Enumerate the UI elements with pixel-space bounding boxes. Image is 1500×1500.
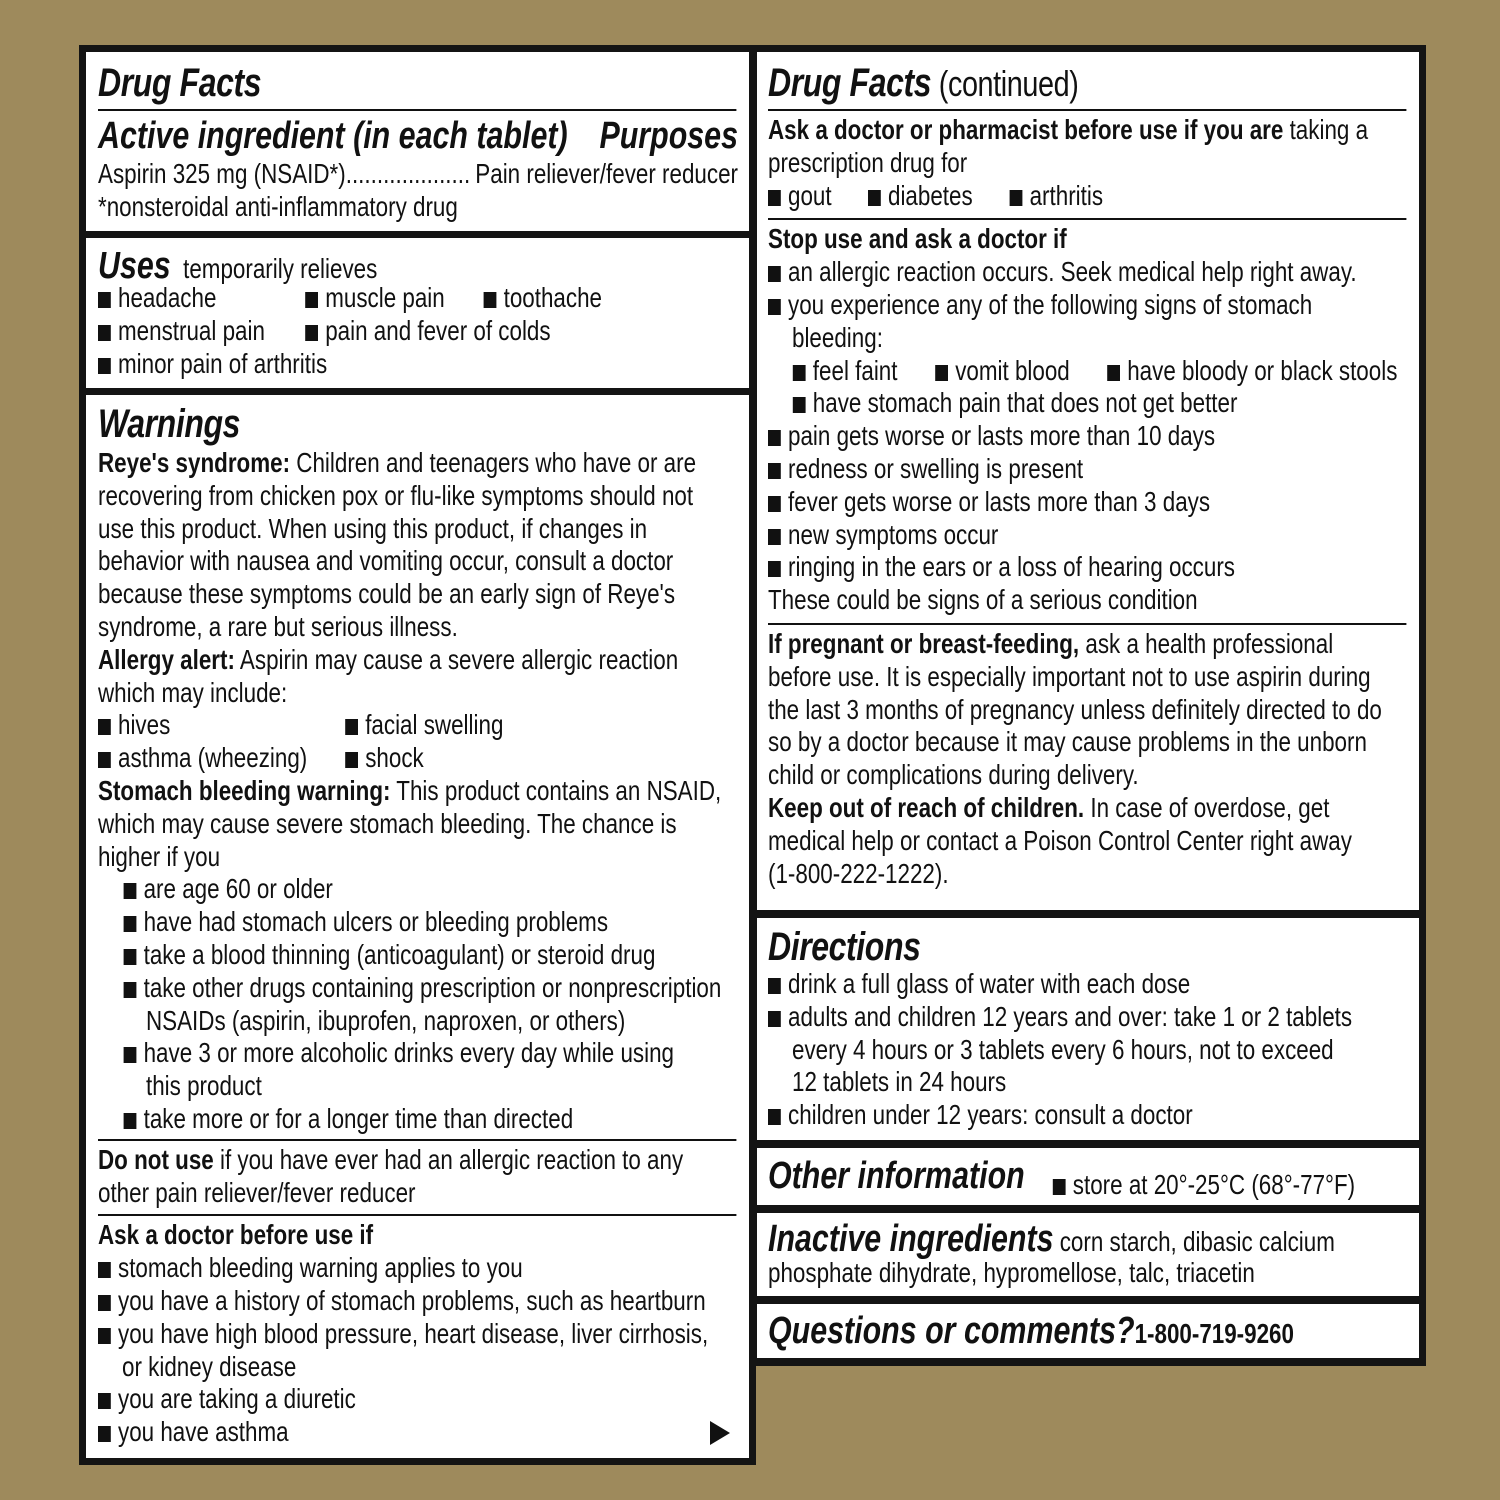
other-info-heading: Other information (768, 1155, 1025, 1197)
bleeding-row (768, 355, 1408, 388)
direction-item: adults and children 12 years and over: take 1 or 2 tablets (768, 1001, 1408, 1034)
stop-item: an allergic reaction occurs. Seek medical help right away. (768, 256, 1408, 289)
stomach-item-cont: this product (146, 1070, 262, 1102)
stomach-item: take more or for a longer time than directed (98, 1103, 738, 1136)
stomach-item: have 3 or more alcoholic drinks every day while using (98, 1037, 738, 1070)
stop-footer: These could be signs of a serious condition (768, 584, 1198, 616)
uses-intro: temporarily relieves (183, 253, 378, 284)
uses-row (98, 315, 738, 348)
other-info-item: store at 20°-25°C (68°-77°F) (1053, 1160, 1355, 1205)
pregnancy-line: before use. It is especially important not to use aspirin during (768, 660, 1371, 692)
drug-facts-title: Drug Facts (98, 61, 262, 105)
use-item: headache (98, 282, 216, 315)
uses-section (86, 238, 749, 388)
stop-item: you experience any of the following signs of stomach (768, 289, 1408, 322)
reye-line: Reye's syndrome: Children and teenagers who have or are (98, 447, 697, 478)
purposes-heading: Purposes (599, 115, 738, 157)
pharm-item: diabetes (868, 180, 973, 213)
direction-item: drink a full glass of water with each dose (768, 968, 1408, 1001)
stomach-item: have had stomach ulcers or bleeding problems (98, 906, 738, 939)
stomach-line: which may cause severe stomach bleeding. The chance is (98, 807, 677, 839)
allergy-line: which may include: (98, 676, 288, 708)
use-item: muscle pain (305, 282, 445, 315)
ask-item: stomach bleeding warning applies to you (98, 1252, 738, 1285)
questions-heading: Questions or comments? (768, 1310, 1135, 1352)
stomach-item: take a blood thinning (anticoagulant) or steroid drug (98, 939, 738, 972)
pregnancy-line: the last 3 months of pregnancy unless definitely directed to do (768, 693, 1382, 725)
direction-item-cont: 12 tablets in 24 hours (792, 1066, 1007, 1098)
ingredient: Aspirin 325 mg (NSAID*).................... (98, 158, 471, 189)
stomach-item: take other drugs containing prescription or nonprescription (98, 972, 738, 1005)
keep-out-line: Keep out of reach of children. In case of overdose, get (768, 791, 1330, 823)
warnings-section (86, 395, 749, 1458)
stop-item-cont: bleeding: (792, 321, 883, 353)
stomach-line: Stomach bleeding warning: This product contains an NSAID, (98, 774, 722, 806)
stop-item: ringing in the ears or a loss of hearing occurs (768, 551, 1408, 584)
ask-item: you have high blood pressure, heart disease, liver cirrhosis, (98, 1318, 738, 1351)
allergy-item: hives (98, 709, 170, 742)
continued-warnings-section (757, 52, 1419, 910)
allergy-item: asthma (wheezing) (98, 742, 307, 775)
stomach-item: are age 60 or older (98, 873, 738, 906)
keep-out-line: medical help or contact a Poison Control Center right away (768, 824, 1352, 856)
stomach-line: higher if you (98, 840, 221, 872)
pregnancy-line: child or complications during delivery. (768, 759, 1139, 791)
inactive-heading: Inactive ingredients (768, 1218, 1054, 1260)
active-ingredient-section (86, 52, 749, 231)
use-item: menstrual pain (98, 315, 265, 348)
reye-line: because these symptoms could be an early sign of Reye's (98, 578, 676, 610)
use-item: toothache (484, 282, 602, 315)
reye-line: behavior with nausea and vomiting occur, consult a doctor (98, 545, 674, 577)
directions-heading: Directions (768, 925, 921, 969)
uses-heading: Uses (98, 245, 171, 287)
pharm-item: arthritis (1010, 180, 1103, 213)
drug-facts-continued-title: Drug Facts (continued) (768, 61, 1079, 105)
warnings-heading: Warnings (98, 402, 241, 446)
other-information-section (757, 1148, 1419, 1205)
questions-row (768, 1309, 1408, 1353)
questions-section (757, 1304, 1419, 1358)
stop-use-heading: Stop use and ask a doctor if (768, 223, 1067, 255)
inactive-row: Inactive ingredients corn starch, dibasic calcium (768, 1218, 1335, 1260)
pharmacist-row (768, 180, 1408, 213)
keep-out-line: (1-800-222-1222). (768, 857, 949, 889)
use-item: pain and fever of colds (305, 315, 550, 348)
pregnancy-line: so by a doctor because it may cause problems in the unborn (768, 726, 1367, 758)
ask-item: you have a history of stomach problems, such as heartburn (98, 1285, 738, 1318)
pharmacist-line: prescription drug for (768, 146, 968, 178)
stop-item: fever gets worse or lasts more than 3 days (768, 486, 1408, 519)
allergy-item: shock (345, 742, 424, 775)
continue-arrow-icon (710, 1421, 730, 1445)
allergy-row (98, 742, 738, 775)
pharm-item: gout (768, 180, 832, 213)
divider (98, 109, 736, 111)
ask-item-cont: or kidney disease (122, 1350, 297, 1382)
allergy-row (98, 709, 738, 742)
pharmacist-line: Ask a doctor or pharmacist before use if you are taking a (768, 114, 1369, 145)
pregnancy-line: If pregnant or breast-feeding, ask a health professional (768, 627, 1334, 659)
ask-doctor-heading: Ask a doctor before use if (98, 1219, 374, 1251)
allergy-line: Allergy alert: Aspirin may cause a severe allergic reaction (98, 643, 679, 675)
allergy-item: facial swelling (345, 709, 503, 742)
stop-item: pain gets worse or lasts more than 10 days (768, 420, 1408, 453)
bleeding-item: have stomach pain that does not get better (768, 387, 1408, 420)
direction-item: children under 12 years: consult a doctor (768, 1099, 1408, 1132)
direction-item-cont: every 4 hours or 3 tablets every 6 hours, not to exceed (792, 1033, 1334, 1065)
divider (98, 1139, 736, 1141)
questions-phone: 1-800-719-9260 (1134, 1318, 1294, 1349)
do-not-use-line: other pain reliever/fever reducer (98, 1176, 416, 1208)
bleeding-item: feel faint (793, 355, 898, 388)
divider (768, 218, 1406, 220)
divider (98, 1214, 736, 1216)
ingredient-line (98, 158, 738, 191)
reye-line: recovering from chicken pox or flu-like symptoms should not (98, 479, 694, 511)
divider (768, 109, 1406, 111)
directions-section (757, 918, 1419, 1140)
active-heading-row (98, 114, 738, 158)
uses-heading-row (98, 244, 738, 287)
stop-item: new symptoms occur (768, 519, 1408, 552)
bleeding-item: vomit blood (935, 355, 1070, 388)
purpose: Pain reliever/fever reducer (475, 158, 738, 189)
bleeding-item: have bloody or black stools (1107, 355, 1397, 388)
inactive-ingredients-section (757, 1213, 1419, 1296)
ask-item: you are taking a diuretic (98, 1383, 738, 1416)
reye-line: syndrome, a rare but serious illness. (98, 610, 458, 642)
uses-row (98, 282, 738, 315)
reye-line: use this product. When using this product, if changes in (98, 512, 648, 544)
stomach-item-cont: NSAIDs (aspirin, ibuprofen, naproxen, or others) (146, 1004, 626, 1036)
ask-item: you have asthma (98, 1416, 738, 1449)
stop-item: redness or swelling is present (768, 453, 1408, 486)
active-ingredient-heading: Active ingredient (in each tablet) (98, 115, 568, 157)
use-item: minor pain of arthritis (98, 348, 738, 381)
divider (768, 623, 1406, 625)
inactive-line: phosphate dihydrate, hypromellose, talc, triacetin (768, 1257, 1255, 1288)
other-info-row (768, 1154, 1408, 1198)
footnote: *nonsteroidal anti-inflammatory drug (98, 190, 458, 222)
do-not-use-line: Do not use if you have ever had an allergic reaction to any (98, 1143, 684, 1175)
